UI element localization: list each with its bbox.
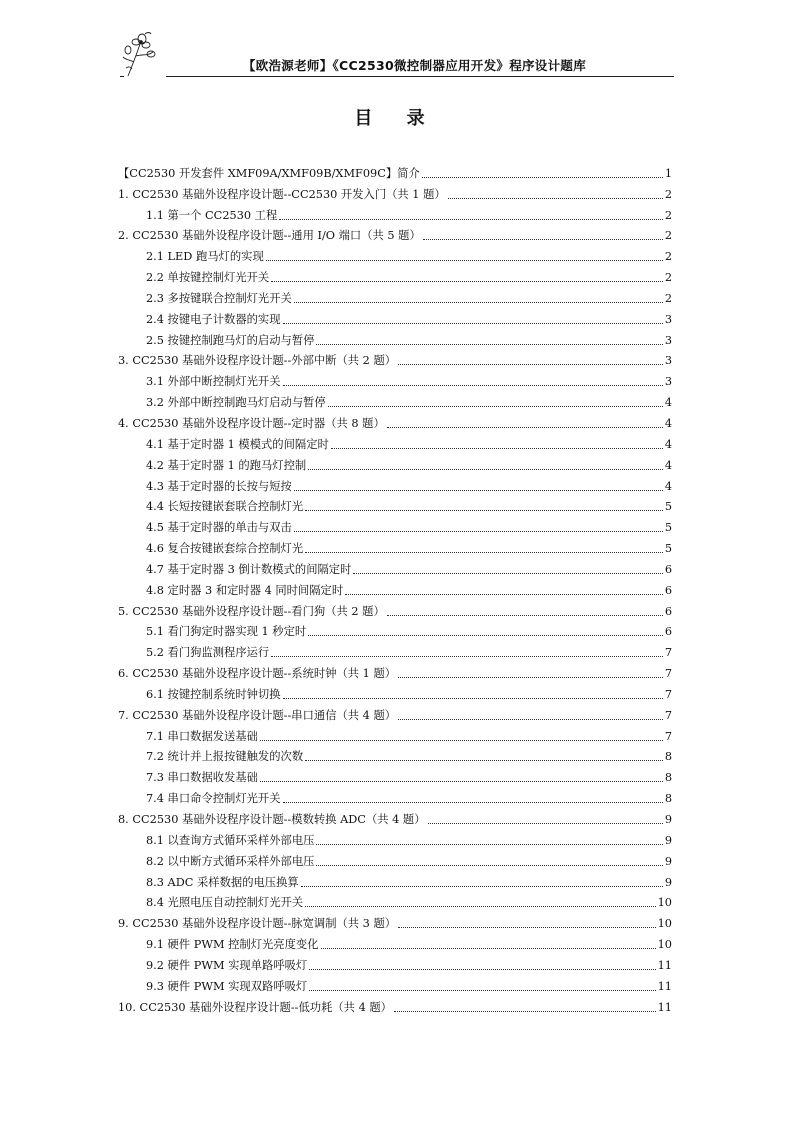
- toc-leader-dots: [283, 698, 663, 699]
- toc-leader-dots: [316, 344, 662, 345]
- toc-entry[interactable]: [118, 660, 672, 681]
- toc-leader-dots: [294, 302, 663, 303]
- toc-entry-page: 1: [664, 166, 672, 180]
- toc-leader-dots: [422, 177, 663, 178]
- toc-entry[interactable]: [118, 306, 672, 327]
- toc-entry-page: 7: [664, 729, 672, 743]
- toc-entry[interactable]: [118, 556, 672, 577]
- toc-leader-dots: [316, 865, 662, 866]
- toc-entry-page: 2: [664, 187, 672, 201]
- toc-entry-label: 4.1 基于定时器 1 模模式的间隔定时: [146, 437, 329, 451]
- toc-entry[interactable]: [118, 744, 672, 765]
- toc-entry-page: 8: [664, 771, 672, 785]
- flower-logo-icon: [120, 30, 160, 78]
- toc-leader-dots: [345, 594, 663, 595]
- toc-entry-label: 8.4 光照电压自动控制灯光开关: [146, 896, 304, 910]
- header-title: 【欧浩源老师】《CC2530微控制器应用开发》程序设计题库: [242, 58, 586, 73]
- toc-entry-page: 7: [664, 646, 672, 660]
- toc-leader-dots: [271, 281, 663, 282]
- toc-title: 目 录: [354, 108, 439, 129]
- toc-entry-label: 7.1 串口数据发送基础: [146, 729, 258, 743]
- toc-entry-label: 5. CC2530 基础外设程序设计题--看门狗（共 2 题）: [118, 604, 385, 618]
- table-of-contents: [118, 160, 672, 1015]
- toc-leader-dots: [294, 531, 663, 532]
- toc-entry-label: 9. CC2530 基础外设程序设计题--脉宽调制（共 3 题）: [118, 917, 397, 931]
- toc-entry[interactable]: [118, 931, 672, 952]
- toc-entry[interactable]: [118, 473, 672, 494]
- toc-leader-dots: [423, 239, 663, 240]
- toc-leader-dots: [294, 490, 663, 491]
- toc-entry-label: 1. CC2530 基础外设程序设计题--CC2530 开发入门（共 1 题）: [118, 187, 446, 201]
- toc-entry[interactable]: [118, 243, 672, 264]
- toc-entry-page: 11: [657, 979, 672, 993]
- toc-entry-page: 11: [657, 1000, 672, 1014]
- toc-entry-label: 7.4 串口命令控制灯光开关: [146, 792, 281, 806]
- page-header: [118, 30, 674, 78]
- toc-leader-dots: [316, 844, 662, 845]
- toc-entry-page: 6: [664, 583, 672, 597]
- toc-leader-dots: [308, 469, 663, 470]
- toc-entry-page: 5: [664, 521, 672, 535]
- toc-entry-label: 3.1 外部中断控制灯光开关: [146, 375, 281, 389]
- toc-leader-dots: [321, 948, 656, 949]
- toc-leader-dots: [398, 364, 663, 365]
- toc-entry-page: 8: [664, 792, 672, 806]
- toc-entry-page: 5: [664, 542, 672, 556]
- toc-entry[interactable]: [118, 848, 672, 869]
- toc-entry[interactable]: [118, 764, 672, 785]
- toc-entry[interactable]: [118, 327, 672, 348]
- toc-entry-label: 4.7 基于定时器 3 倒计数模式的间隔定时: [146, 562, 352, 576]
- toc-leader-dots: [331, 448, 663, 449]
- toc-entry-label: 5.2 看门狗监测程序运行: [146, 646, 270, 660]
- toc-entry-label: 4.5 基于定时器的单击与双击: [146, 521, 292, 535]
- toc-entry[interactable]: [118, 910, 672, 931]
- toc-entry[interactable]: [118, 202, 672, 223]
- toc-entry-page: 2: [664, 291, 672, 305]
- toc-entry-label: 【CC2530 开发套件 XMF09A/XMF09B/XMF09C】简介: [118, 166, 420, 180]
- toc-entry[interactable]: [118, 639, 672, 660]
- header-tick: [120, 76, 124, 77]
- toc-entry[interactable]: [118, 702, 672, 723]
- toc-entry-page: 2: [664, 208, 672, 222]
- toc-entry-label: 7.2 统计并上报按键触发的次数: [146, 750, 304, 764]
- toc-entry-label: 2.5 按键控制跑马灯的启动与暂停: [146, 333, 315, 347]
- toc-entry-label: 9.1 硬件 PWM 控制灯光亮度变化: [146, 938, 319, 952]
- toc-entry-page: 8: [664, 750, 672, 764]
- toc-entry-page: 2: [664, 229, 672, 243]
- toc-entry-page: 3: [664, 333, 672, 347]
- toc-entry-label: 2.1 LED 跑马灯的实现: [146, 250, 264, 264]
- toc-entry[interactable]: [118, 723, 672, 744]
- toc-entry[interactable]: [118, 619, 672, 640]
- toc-entry[interactable]: [118, 452, 672, 473]
- toc-entry-label: 4.6 复合按键嵌套综合控制灯光: [146, 542, 304, 556]
- toc-entry-page: 7: [664, 708, 672, 722]
- toc-entry-label: 4.3 基于定时器的长按与短按: [146, 479, 292, 493]
- toc-entry-label: 10. CC2530 基础外设程序设计题--低功耗（共 4 题）: [118, 1000, 392, 1014]
- toc-entry-page: 2: [664, 250, 672, 264]
- toc-leader-dots: [328, 406, 663, 407]
- toc-leader-dots: [279, 219, 663, 220]
- toc-entry-label: 8.3 ADC 采样数据的电压换算: [146, 875, 299, 889]
- toc-entry[interactable]: [118, 577, 672, 598]
- toc-entry-page: 3: [664, 312, 672, 326]
- toc-leader-dots: [305, 760, 663, 761]
- toc-entry-label: 1.1 第一个 CC2530 工程: [146, 208, 278, 222]
- toc-entry-page: 10: [657, 896, 672, 910]
- toc-entry-page: 7: [664, 687, 672, 701]
- toc-entry[interactable]: [118, 223, 672, 244]
- toc-leader-dots: [271, 656, 663, 657]
- toc-leader-dots: [305, 552, 663, 553]
- toc-leader-dots: [305, 510, 663, 511]
- toc-leader-dots: [398, 927, 656, 928]
- toc-leader-dots: [305, 906, 656, 907]
- toc-entry[interactable]: [118, 785, 672, 806]
- toc-entry[interactable]: [118, 368, 672, 389]
- toc-entry[interactable]: [118, 869, 672, 890]
- toc-entry[interactable]: [118, 890, 672, 911]
- toc-entry-label: 6.1 按键控制系统时钟切换: [146, 687, 281, 701]
- toc-entry[interactable]: [118, 181, 672, 202]
- toc-entry-label: 4. CC2530 基础外设程序设计题--定时器（共 8 题）: [118, 416, 385, 430]
- toc-entry-page: 3: [664, 354, 672, 368]
- toc-entry-page: 4: [664, 479, 672, 493]
- toc-entry-label: 2. CC2530 基础外设程序设计题--通用 I/O 端口（共 5 题）: [118, 229, 421, 243]
- toc-entry-label: 4.8 定时器 3 和定时器 4 同时间隔定时: [146, 583, 344, 597]
- toc-entry[interactable]: [118, 806, 672, 827]
- toc-entry-page: 4: [664, 396, 672, 410]
- toc-leader-dots: [283, 802, 663, 803]
- toc-leader-dots: [353, 573, 662, 574]
- toc-entry-label: 3. CC2530 基础外设程序设计题--外部中断（共 2 题）: [118, 354, 397, 368]
- toc-leader-dots: [387, 615, 663, 616]
- toc-entry[interactable]: [118, 827, 672, 848]
- toc-leader-dots: [309, 990, 655, 991]
- toc-entry-page: 10: [657, 917, 672, 931]
- toc-entry-page: 4: [664, 458, 672, 472]
- toc-entry[interactable]: [118, 264, 672, 285]
- toc-entry-label: 8.1 以查询方式循环采样外部电压: [146, 833, 315, 847]
- toc-entry[interactable]: [118, 494, 672, 515]
- toc-leader-dots: [448, 198, 663, 199]
- toc-entry-page: 11: [657, 958, 672, 972]
- toc-entry-page: 4: [664, 437, 672, 451]
- toc-entry[interactable]: [118, 994, 672, 1015]
- toc-entry[interactable]: [118, 514, 672, 535]
- toc-entry-label: 9.3 硬件 PWM 实现双路呼吸灯: [146, 979, 308, 993]
- toc-entry-page: 3: [664, 375, 672, 389]
- toc-entry-label: 6. CC2530 基础外设程序设计题--系统时钟（共 1 题）: [118, 667, 397, 681]
- toc-leader-dots: [260, 781, 663, 782]
- toc-entry-page: 2: [664, 271, 672, 285]
- toc-entry-label: 7.3 串口数据收发基础: [146, 771, 258, 785]
- toc-entry[interactable]: [118, 952, 672, 973]
- toc-entry-page: 6: [664, 604, 672, 618]
- toc-leader-dots: [266, 260, 663, 261]
- toc-entry[interactable]: [118, 681, 672, 702]
- toc-leader-dots: [283, 385, 663, 386]
- toc-entry-label: 4.2 基于定时器 1 的跑马灯控制: [146, 458, 307, 472]
- toc-entry-label: 2.3 多按键联合控制灯光开关: [146, 291, 292, 305]
- toc-entry-label: 5.1 看门狗定时器实现 1 秒定时: [146, 625, 307, 639]
- toc-entry-label: 3.2 外部中断控制跑马灯启动与暂停: [146, 396, 326, 410]
- toc-entry-label: 2.2 单按键控制灯光开关: [146, 271, 270, 285]
- toc-entry-page: 5: [664, 500, 672, 514]
- toc-leader-dots: [309, 969, 655, 970]
- toc-entry[interactable]: [118, 389, 672, 410]
- toc-entry-page: 6: [664, 562, 672, 576]
- toc-entry-label: 7. CC2530 基础外设程序设计题--串口通信（共 4 题）: [118, 708, 397, 722]
- toc-entry-label: 8. CC2530 基础外设程序设计题--模数转换 ADC（共 4 题）: [118, 813, 426, 826]
- toc-entry[interactable]: [118, 348, 672, 369]
- toc-entry-page: 7: [664, 667, 672, 681]
- toc-leader-dots: [301, 886, 663, 887]
- toc-leader-dots: [394, 1011, 656, 1012]
- toc-entry[interactable]: [118, 285, 672, 306]
- toc-entry-label: 8.2 以中断方式循环采样外部电压: [146, 854, 315, 868]
- toc-leader-dots: [308, 635, 663, 636]
- toc-leader-dots: [387, 427, 663, 428]
- toc-entry[interactable]: [118, 160, 672, 181]
- toc-entry-page: 9: [664, 813, 672, 826]
- toc-leader-dots: [398, 677, 663, 678]
- toc-entry-label: 4.4 长短按键嵌套联合控制灯光: [146, 500, 304, 514]
- toc-entry-label: 9.2 硬件 PWM 实现单路呼吸灯: [146, 958, 308, 972]
- toc-entry-page: 9: [664, 854, 672, 868]
- toc-entry[interactable]: [118, 431, 672, 452]
- toc-entry-page: 4: [664, 416, 672, 430]
- toc-entry[interactable]: [118, 973, 672, 994]
- header-rule: [166, 76, 674, 77]
- toc-entry-page: 9: [664, 833, 672, 847]
- toc-entry-label: 2.4 按键电子计数器的实现: [146, 312, 281, 326]
- toc-entry-page: 6: [664, 625, 672, 639]
- toc-entry-page: 10: [657, 938, 672, 952]
- toc-leader-dots: [398, 719, 663, 720]
- toc-entry-page: 9: [664, 875, 672, 889]
- toc-leader-dots: [260, 740, 663, 741]
- toc-entry[interactable]: [118, 410, 672, 431]
- toc-leader-dots: [428, 823, 663, 824]
- toc-leader-dots: [283, 323, 663, 324]
- toc-entry[interactable]: [118, 535, 672, 556]
- toc-entry[interactable]: [118, 598, 672, 619]
